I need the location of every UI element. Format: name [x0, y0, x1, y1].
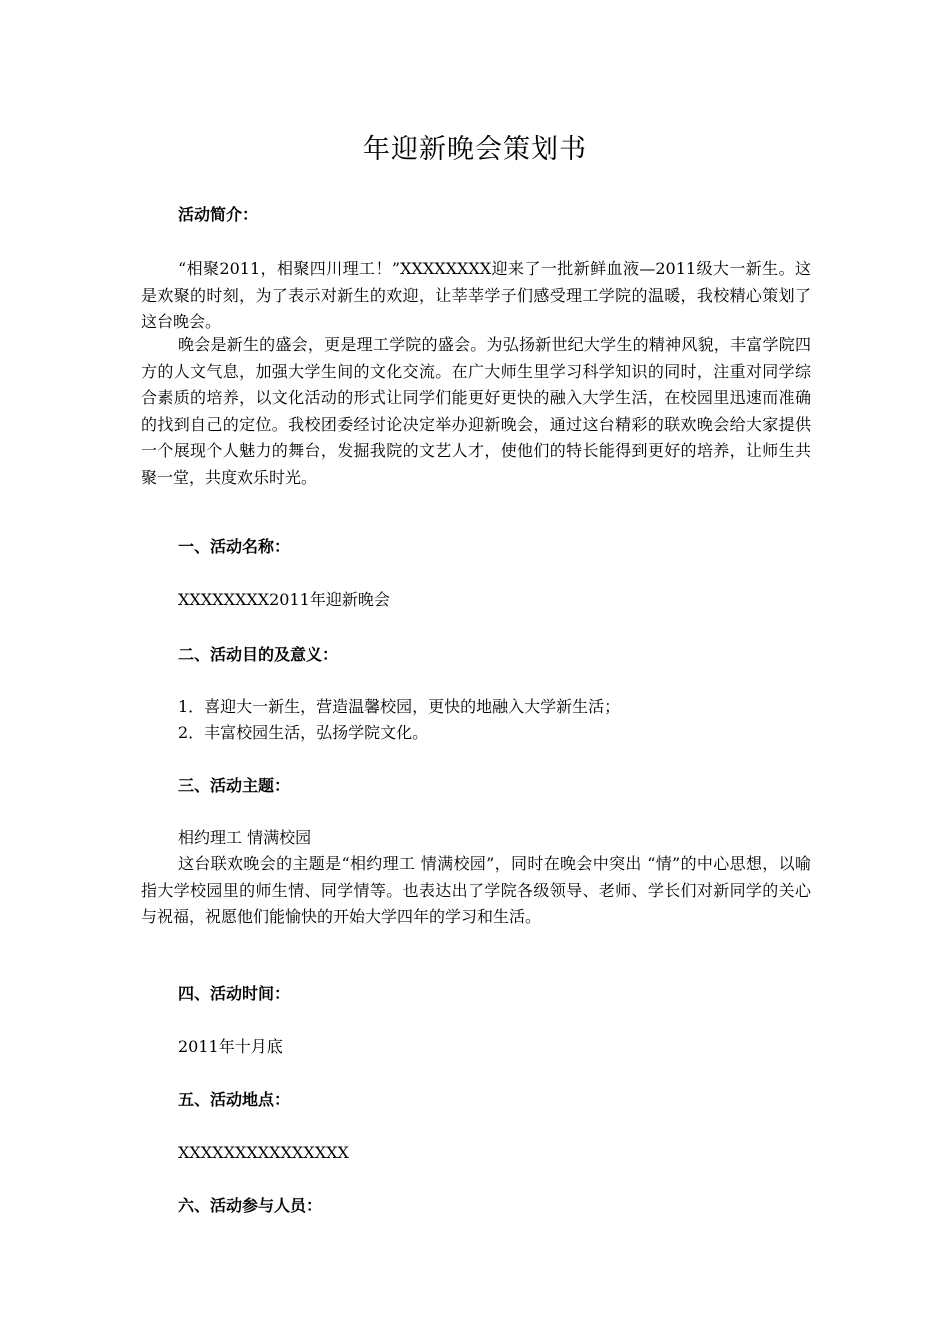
section-location-heading: 五、活动地点：: [178, 1090, 291, 1109]
intro-paragraph-2: 晚会是新生的盛会，更是理工学院的盛会。为弘扬新世纪大学生的精神风貌，丰富学院四方的人文气息，加强大学生间的文化交流。在广大师生里学习科学知识的同时，注重对同学综合素质的培养，以文化活动的形式让同学们能更好更快的融入大学生活，在校园里迅速而准确的找到自己的定位。我校团委经讨论决定举办迎新晚会，通过这台精彩的联欢晚会给大家提供一个展现个人魅力的舞台，发掘我院的文艺人才，使他们的特长能得到更好的培养，让师生共聚一堂，共度欢乐时光。: [141, 335, 811, 487]
intro-paragraph-1: “相聚2011，相聚四川理工！”XXXXXXXX迎来了一批新鲜血液—2011级大一新生。这是欢聚的时刻，为了表示对新生的欢迎，让莘莘学子们感受理工学院的温暖，我校精心策划了这台晚会。: [141, 259, 811, 331]
document-title: 年迎新晚会策划书: [363, 134, 587, 165]
purpose-item-1: 1．喜迎大一新生，营造温馨校园，更快的地融入大学新生活；: [178, 697, 621, 716]
section-time-heading: 四、活动时间：: [178, 984, 291, 1003]
section-purpose-heading: 二、活动目的及意义：: [178, 645, 339, 664]
section-theme-heading: 三、活动主题：: [178, 776, 291, 795]
activity-location: XXXXXXXXXXXXXXX: [178, 1143, 349, 1162]
intro-heading: 活动简介：: [178, 205, 259, 224]
theme-text: 相约理工 情满校园: [178, 828, 312, 847]
theme-paragraph: 这台联欢晚会的主题是“相约理工 情满校园”，同时在晚会中突出 “情”的中心思想，以喻指大学校园里的师生情、同学情等。也表达出了学院各级领导、老师、学长们对新同学的关心与祝福，祝愿他们能愉快的开始大学四年的学习和生活。: [141, 854, 811, 926]
section-participants-heading: 六、活动参与人员：: [178, 1196, 323, 1215]
purpose-item-2: 2．丰富校园生活，弘扬学院文化。: [178, 723, 429, 742]
section-name-heading: 一、活动名称：: [178, 537, 291, 556]
activity-name: XXXXXXXX2011年迎新晚会: [178, 590, 390, 609]
activity-time: 2011年十月底: [178, 1037, 283, 1056]
